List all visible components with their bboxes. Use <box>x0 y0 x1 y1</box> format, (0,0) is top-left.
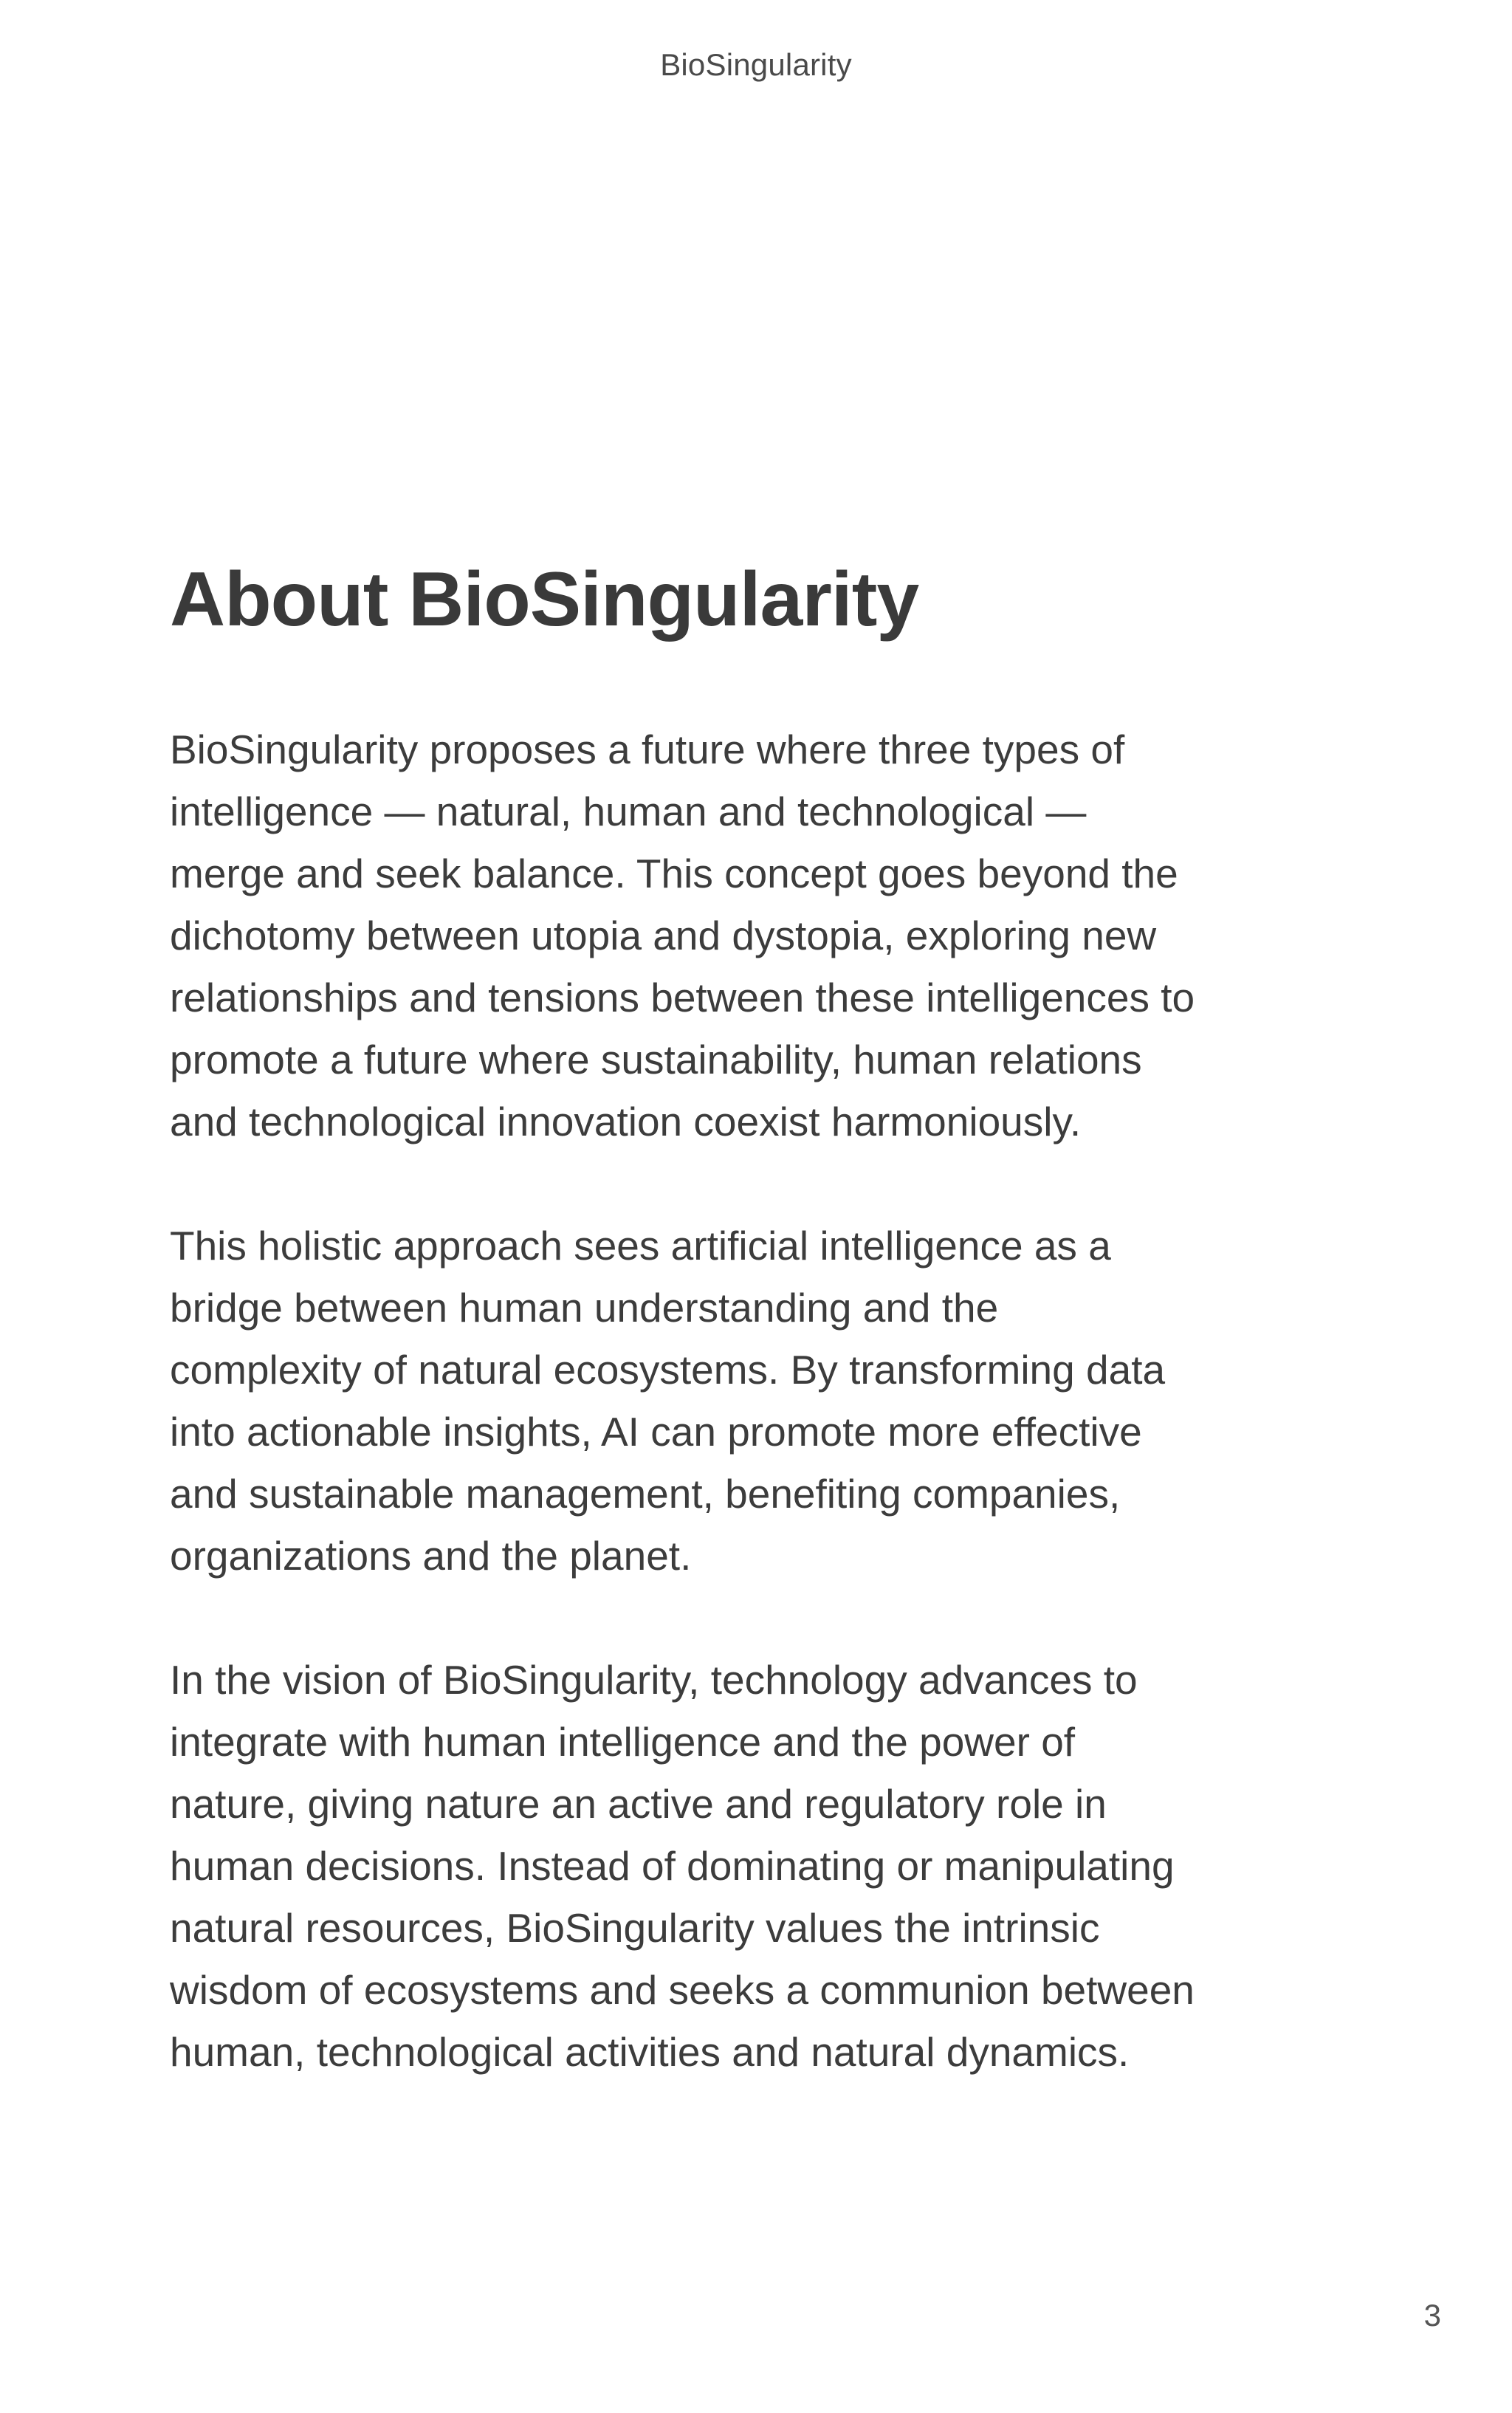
running-header: BioSingularity <box>660 47 852 82</box>
paragraph-1: BioSingularity proposes a future where three types of intelligence — natural, human and technological — merge and seek balance. This concept goes beyond the dichotomy between utopia and dystopia, exploring new relationships and tensions between these intelligences to promote a future where sustainability, human relations and technological innovation coexist harmoniously. <box>170 727 1195 1145</box>
page-number: 3 <box>1423 2298 1441 2333</box>
body-text <box>170 718 1218 2083</box>
page-content <box>170 557 1218 2145</box>
paragraph-2: This holistic approach sees artificial intelligence as a bridge between human understanding and the complexity of natural ecosystems. By transforming data into actionable insights, AI can promote more effective and sustainable management, benefiting companies, organizations and the planet. <box>170 1223 1166 1579</box>
page-title: About BioSingularity <box>170 557 919 642</box>
paragraph-3: In the vision of BioSingularity, technology advances to integrate with human intelligence and the power of nature, giving nature an active and regulatory role in human decisions. Instead of dominating or manipulating natural resources, BioSingularity values the intrinsic wisdom of ecosystems and seeks a communion between human, technological activities and natural dynamics. <box>170 1657 1195 2076</box>
